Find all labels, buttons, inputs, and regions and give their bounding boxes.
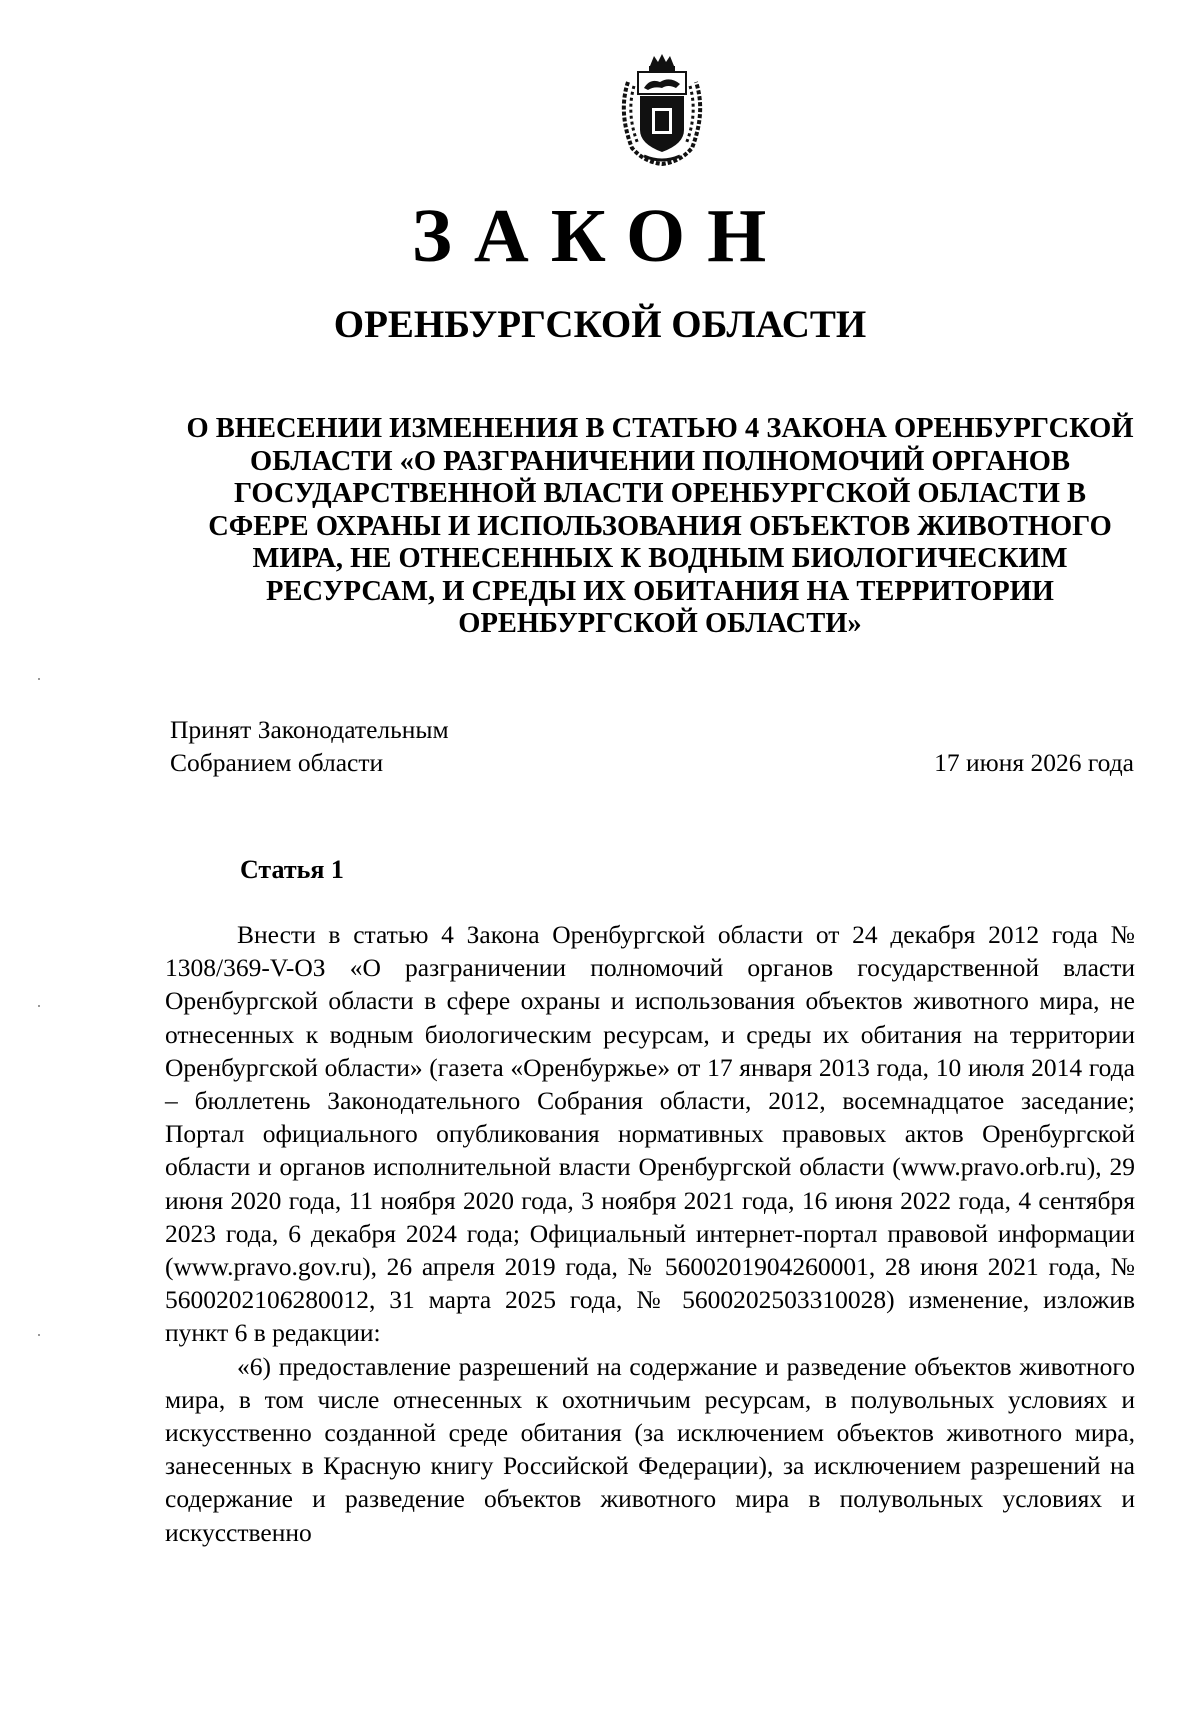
adoption-line-2: Собранием области [170, 748, 384, 777]
article-body [165, 918, 1135, 1549]
law-title-line: МИРА, НЕ ОТНЕСЕННЫХ К ВОДНЫМ БИОЛОГИЧЕСКИМ [252, 543, 1068, 574]
coat-of-arms-emblem [614, 52, 710, 166]
law-title-line: СФЕРЕ ОХРАНЫ И ИСПОЛЬЗОВАНИЯ ОБЪЕКТОВ ЖИВОТНОГО [208, 510, 1112, 542]
law-title-line: РЕСУРСАМ, И СРЕДЫ ИХ ОБИТАНИЯ НА ТЕРРИТОРИИ [266, 575, 1054, 607]
law-title-line: ОРЕНБУРГСКОЙ ОБЛАСТИ» [458, 608, 862, 639]
law-title-line: ГОСУДАРСТВЕННОЙ ВЛАСТИ ОРЕНБУРГСКОЙ ОБЛАСТИ В [233, 478, 1086, 509]
scan-artifact [38, 678, 40, 680]
article-paragraph-1: Внести в статью 4 Закона Оренбургской области от 24 декабря 2012 года № 1308/369-V-ОЗ «О разграничении полномочий органов государственной власти Оренбургской области в сфере охраны и использования объектов животного мира, не отнесенных к водным биологическим ресурсам, и среды их обитания на территории Оренбургской области» (газета «Оренбуржье» от 17 января 2013 года, 10 июля 2014 года – бюллетень Законодательного Собрания области, 2012, восемнадцатое заседание; Портал официального опубликования нормативных правовых актов Оренбургской области и органов исполнительной власти Оренбургской области (www.pravo.orb.ru), 29 июня 2020 года, 11 ноября 2020 года, 3 ноября 2021 года, 16 июня 2022 года, 4 сентября 2023 года, 6 декабря 2024 года; Официальный интернет-портал правовой информации (www.pravo.gov.ru), 26 апреля 2019 года, № 5600201904260001, 28 июня 2021 года, № 5600202106280012, 31 марта 2025 года, № 5600202503310028) изменение, изложив пункт 6 в редакции: [165, 920, 1135, 1348]
law-title-line: О ВНЕСЕНИИ ИЗМЕНЕНИЯ В СТАТЬЮ 4 ЗАКОНА ОРЕНБУРГСКОЙ [186, 413, 1134, 444]
adoption-note [170, 713, 670, 779]
article-heading: Статья 1 [240, 855, 344, 884]
scan-artifact [38, 1334, 40, 1336]
scan-artifact [38, 1005, 40, 1007]
region-name: ОРЕНБУРГСКОЙ ОБЛАСТИ [333, 303, 867, 346]
law-title-line: ОБЛАСТИ «О РАЗГРАНИЧЕНИИ ПОЛНОМОЧИЙ ОРГАНОВ [250, 445, 1070, 477]
law-heading: ЗАКОН [411, 194, 789, 278]
article-paragraph-2: «6) предоставление разрешений на содержание и разведение объектов животного мира, в том числе отнесенных к охотничьим ресурсам, в полувольных условиях и искусственно созданной среде обитания (за исключением объектов животного мира, занесенных в Красную книгу Российской Федерации), за исключением разрешений на содержание и разведение объектов животного мира в полувольных условиях и искусственно [165, 1351, 1135, 1547]
law-title [160, 413, 1160, 641]
adoption-line-1: Принят Законодательным [170, 715, 449, 744]
adoption-date: 17 июня 2026 года [934, 748, 1134, 777]
